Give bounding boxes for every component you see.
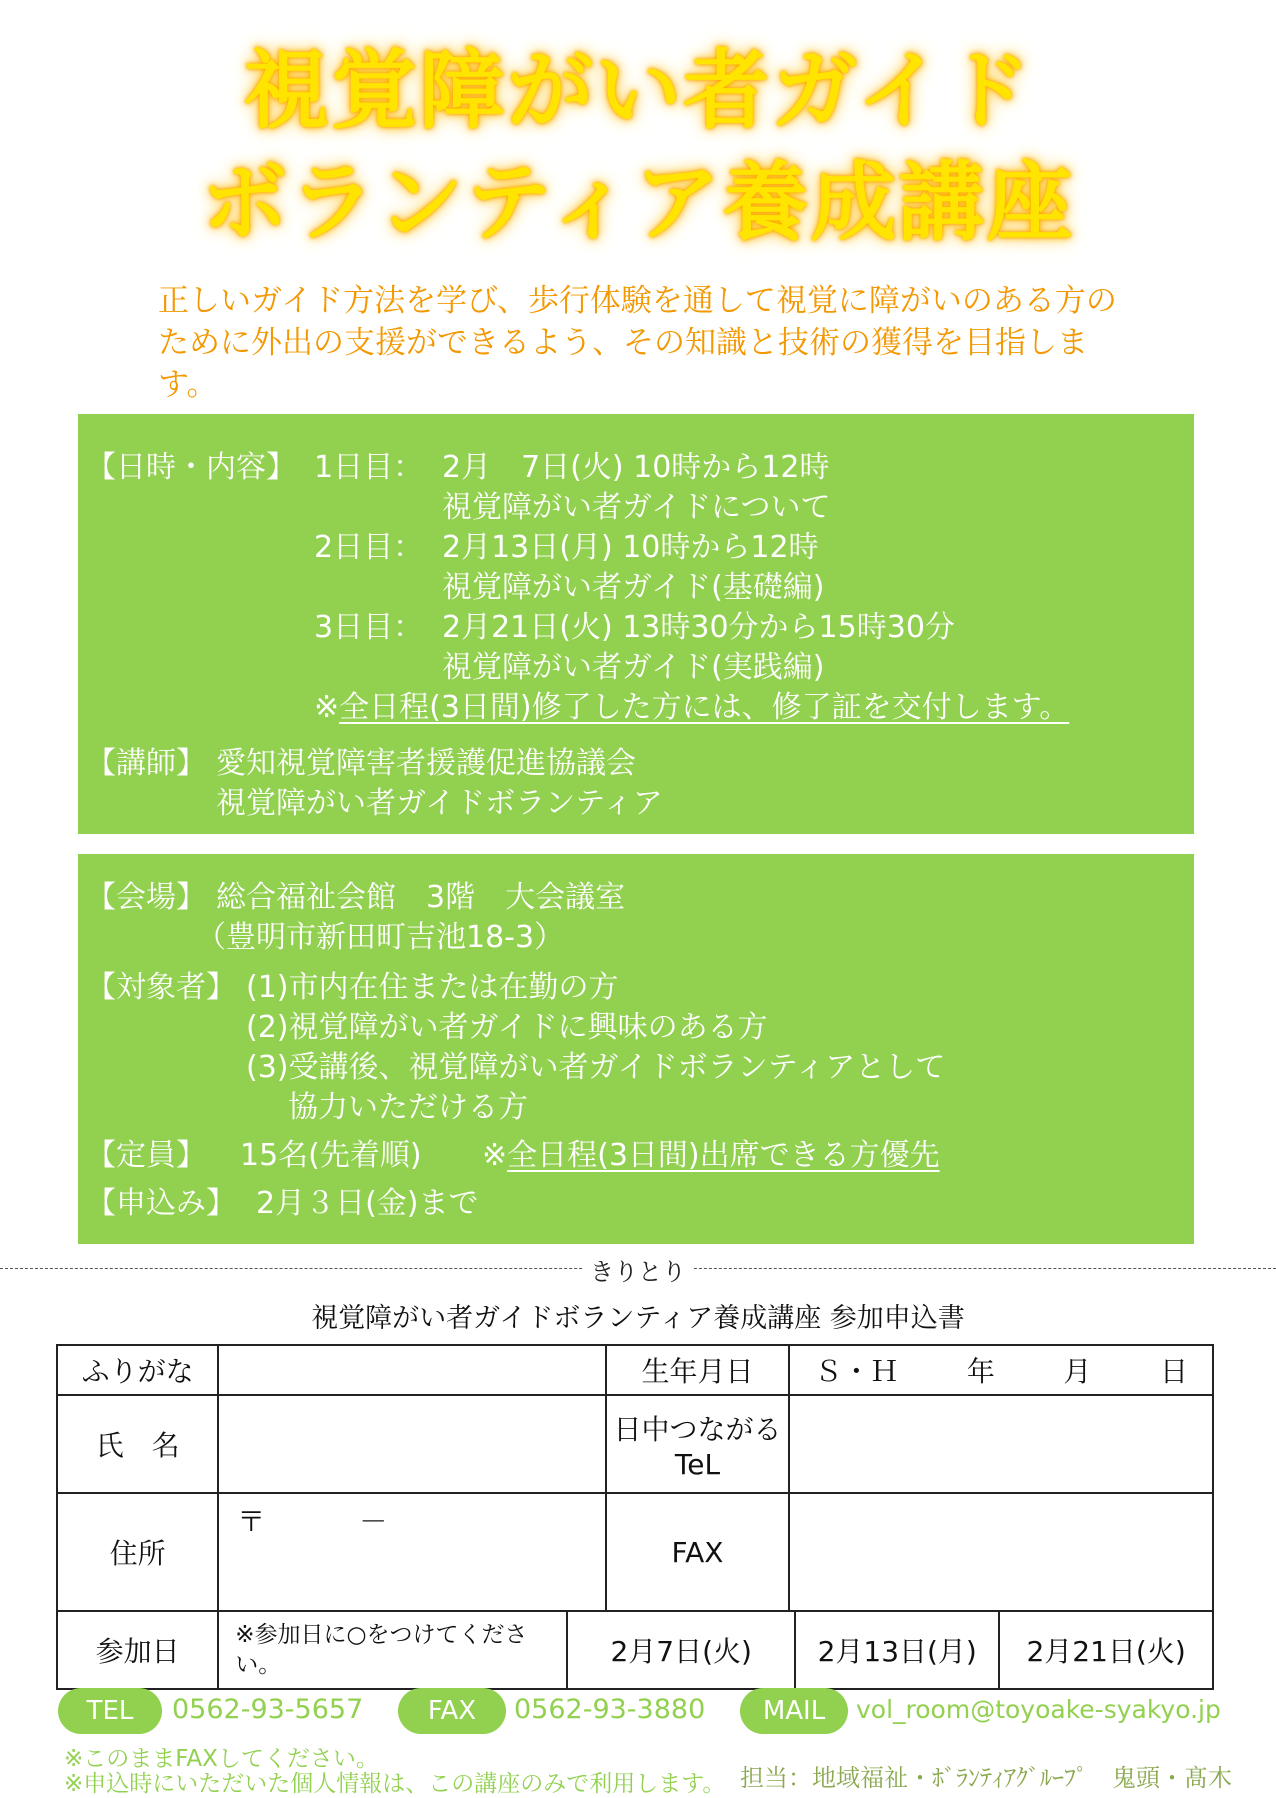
footer-note-2: ※申込時にいただいた個人情報は、この講座のみで利用します。 (64, 1771, 726, 1797)
birth-year-unit: 年 (966, 1355, 995, 1388)
capacity-label: 【定員】 (86, 1138, 206, 1173)
fax-field[interactable] (789, 1493, 1213, 1611)
participation-date-1[interactable]: 2月7日(火) (566, 1612, 794, 1688)
birthdate-field[interactable] (789, 1345, 1213, 1395)
day1-date: 2月 7日(火) 10時から12時 (442, 450, 830, 485)
target-3-continued: 協力いただける方 (288, 1090, 528, 1125)
footer-staff: 担当：地域福祉・ﾎﾞﾗﾝﾃｨｱｸﾞﾙｰﾌﾟ 鬼頭・髙木 (740, 1764, 1232, 1792)
tel-badge: TEL (58, 1688, 162, 1734)
daytime-tel-label-1: 日中つながる (613, 1412, 782, 1446)
postal-dash: － (359, 1505, 388, 1538)
furigana-label: ふりがな (57, 1345, 218, 1395)
application-form (56, 1344, 1214, 1690)
title-line-1: 視覚障がい者ガイド (243, 41, 1033, 141)
certificate-note-prefix: ※ (314, 690, 340, 725)
certificate-note (314, 688, 1069, 728)
footer-note-1: ※このままFAXしてください。 (64, 1746, 379, 1772)
daytime-tel-label-2: TeL (674, 1447, 721, 1481)
title-line-2: ボランティア養成講座 (201, 153, 1075, 253)
details-box (78, 854, 1194, 1244)
instructor-line-2: 視覚障がい者ガイドボランティア (216, 786, 663, 821)
capacity-note-text: 全日程(3日間)出席できる方優先 (507, 1138, 940, 1173)
day3-date: 2月21日(火) 13時30分から15時30分 (442, 610, 955, 645)
day1-topic: 視覚障がい者ガイドについて (442, 490, 831, 525)
birth-era: Ｓ・Ｈ (814, 1355, 899, 1388)
deadline-label: 【申込み】 (86, 1186, 236, 1221)
tel-number: 0562-93-5657 (172, 1694, 364, 1725)
capacity-note (482, 1136, 940, 1176)
name-label: 氏 名 (57, 1395, 218, 1493)
schedule-label: 【日時・内容】 (86, 450, 296, 485)
mail-address[interactable]: vol_room@toyoake-syakyo.jp (856, 1695, 1221, 1724)
venue-address: （豊明市新田町吉池18-3） (196, 920, 565, 955)
capacity: 15名(先着順) (240, 1138, 422, 1173)
fax-badge: FAX (398, 1688, 506, 1734)
day2-label: 2日目： (314, 530, 424, 565)
mail-badge: MAIL (740, 1688, 848, 1734)
postal-mark: 〒 (237, 1505, 266, 1538)
intro-text: 正しいガイド方法を学び、歩行体験を通して視覚に障がいのある方のために外出の支援ができるよう、その知識と技術の獲得を目指します。 (158, 283, 1117, 403)
participation-date-3[interactable]: 2月21日(火) (998, 1612, 1212, 1688)
day2-date: 2月13日(月) 10時から12時 (442, 530, 819, 565)
fax-number: 0562-93-3880 (514, 1694, 706, 1725)
certificate-note-text: 全日程(3日間)修了した方には、修了証を交付します。 (339, 690, 1070, 725)
venue: 総合福祉会館 3階 大会議室 (216, 880, 626, 915)
cut-label: きりとり (0, 1252, 1276, 1287)
fax-label: FAX (606, 1493, 790, 1611)
day3-label: 3日目： (314, 610, 424, 645)
birth-month-unit: 月 (1063, 1355, 1092, 1388)
daytime-tel-field[interactable] (789, 1395, 1213, 1493)
instructor-line-1: 愛知視覚障害者援護促進協議会 (216, 746, 636, 781)
furigana-field[interactable] (218, 1345, 605, 1395)
target-3: (3)受講後、視覚障がい者ガイドボランティアとして (246, 1050, 946, 1085)
schedule-box (78, 414, 1194, 834)
birth-day-unit: 日 (1159, 1355, 1188, 1388)
participation-date-2[interactable]: 2月13日(月) (794, 1612, 998, 1688)
instructor-label: 【講師】 (86, 746, 206, 781)
daytime-tel-label (606, 1395, 790, 1493)
name-field[interactable] (218, 1395, 605, 1493)
participation-note: ※参加日に○をつけてください。 (235, 1622, 528, 1678)
form-title: 視覚障がい者ガイドボランティア養成講座 参加申込書 (311, 1303, 965, 1334)
deadline: 2月３日(金)まで (256, 1186, 479, 1221)
target-2: (2)視覚障がい者ガイドに興味のある方 (246, 1010, 768, 1045)
capacity-note-prefix: ※ (482, 1138, 508, 1173)
birthdate-label: 生年月日 (606, 1345, 790, 1395)
venue-label: 【会場】 (86, 880, 206, 915)
target-label: 【対象者】 (86, 970, 236, 1005)
participation-label: 参加日 (57, 1611, 218, 1689)
day3-topic: 視覚障がい者ガイド(実践編) (442, 650, 825, 685)
target-1: (1)市内在住または在勤の方 (246, 970, 619, 1005)
day2-topic: 視覚障がい者ガイド(基礎編) (442, 570, 825, 605)
address-label: 住所 (57, 1493, 218, 1611)
day1-label: 1日目： (314, 450, 424, 485)
address-field[interactable] (218, 1493, 605, 1611)
